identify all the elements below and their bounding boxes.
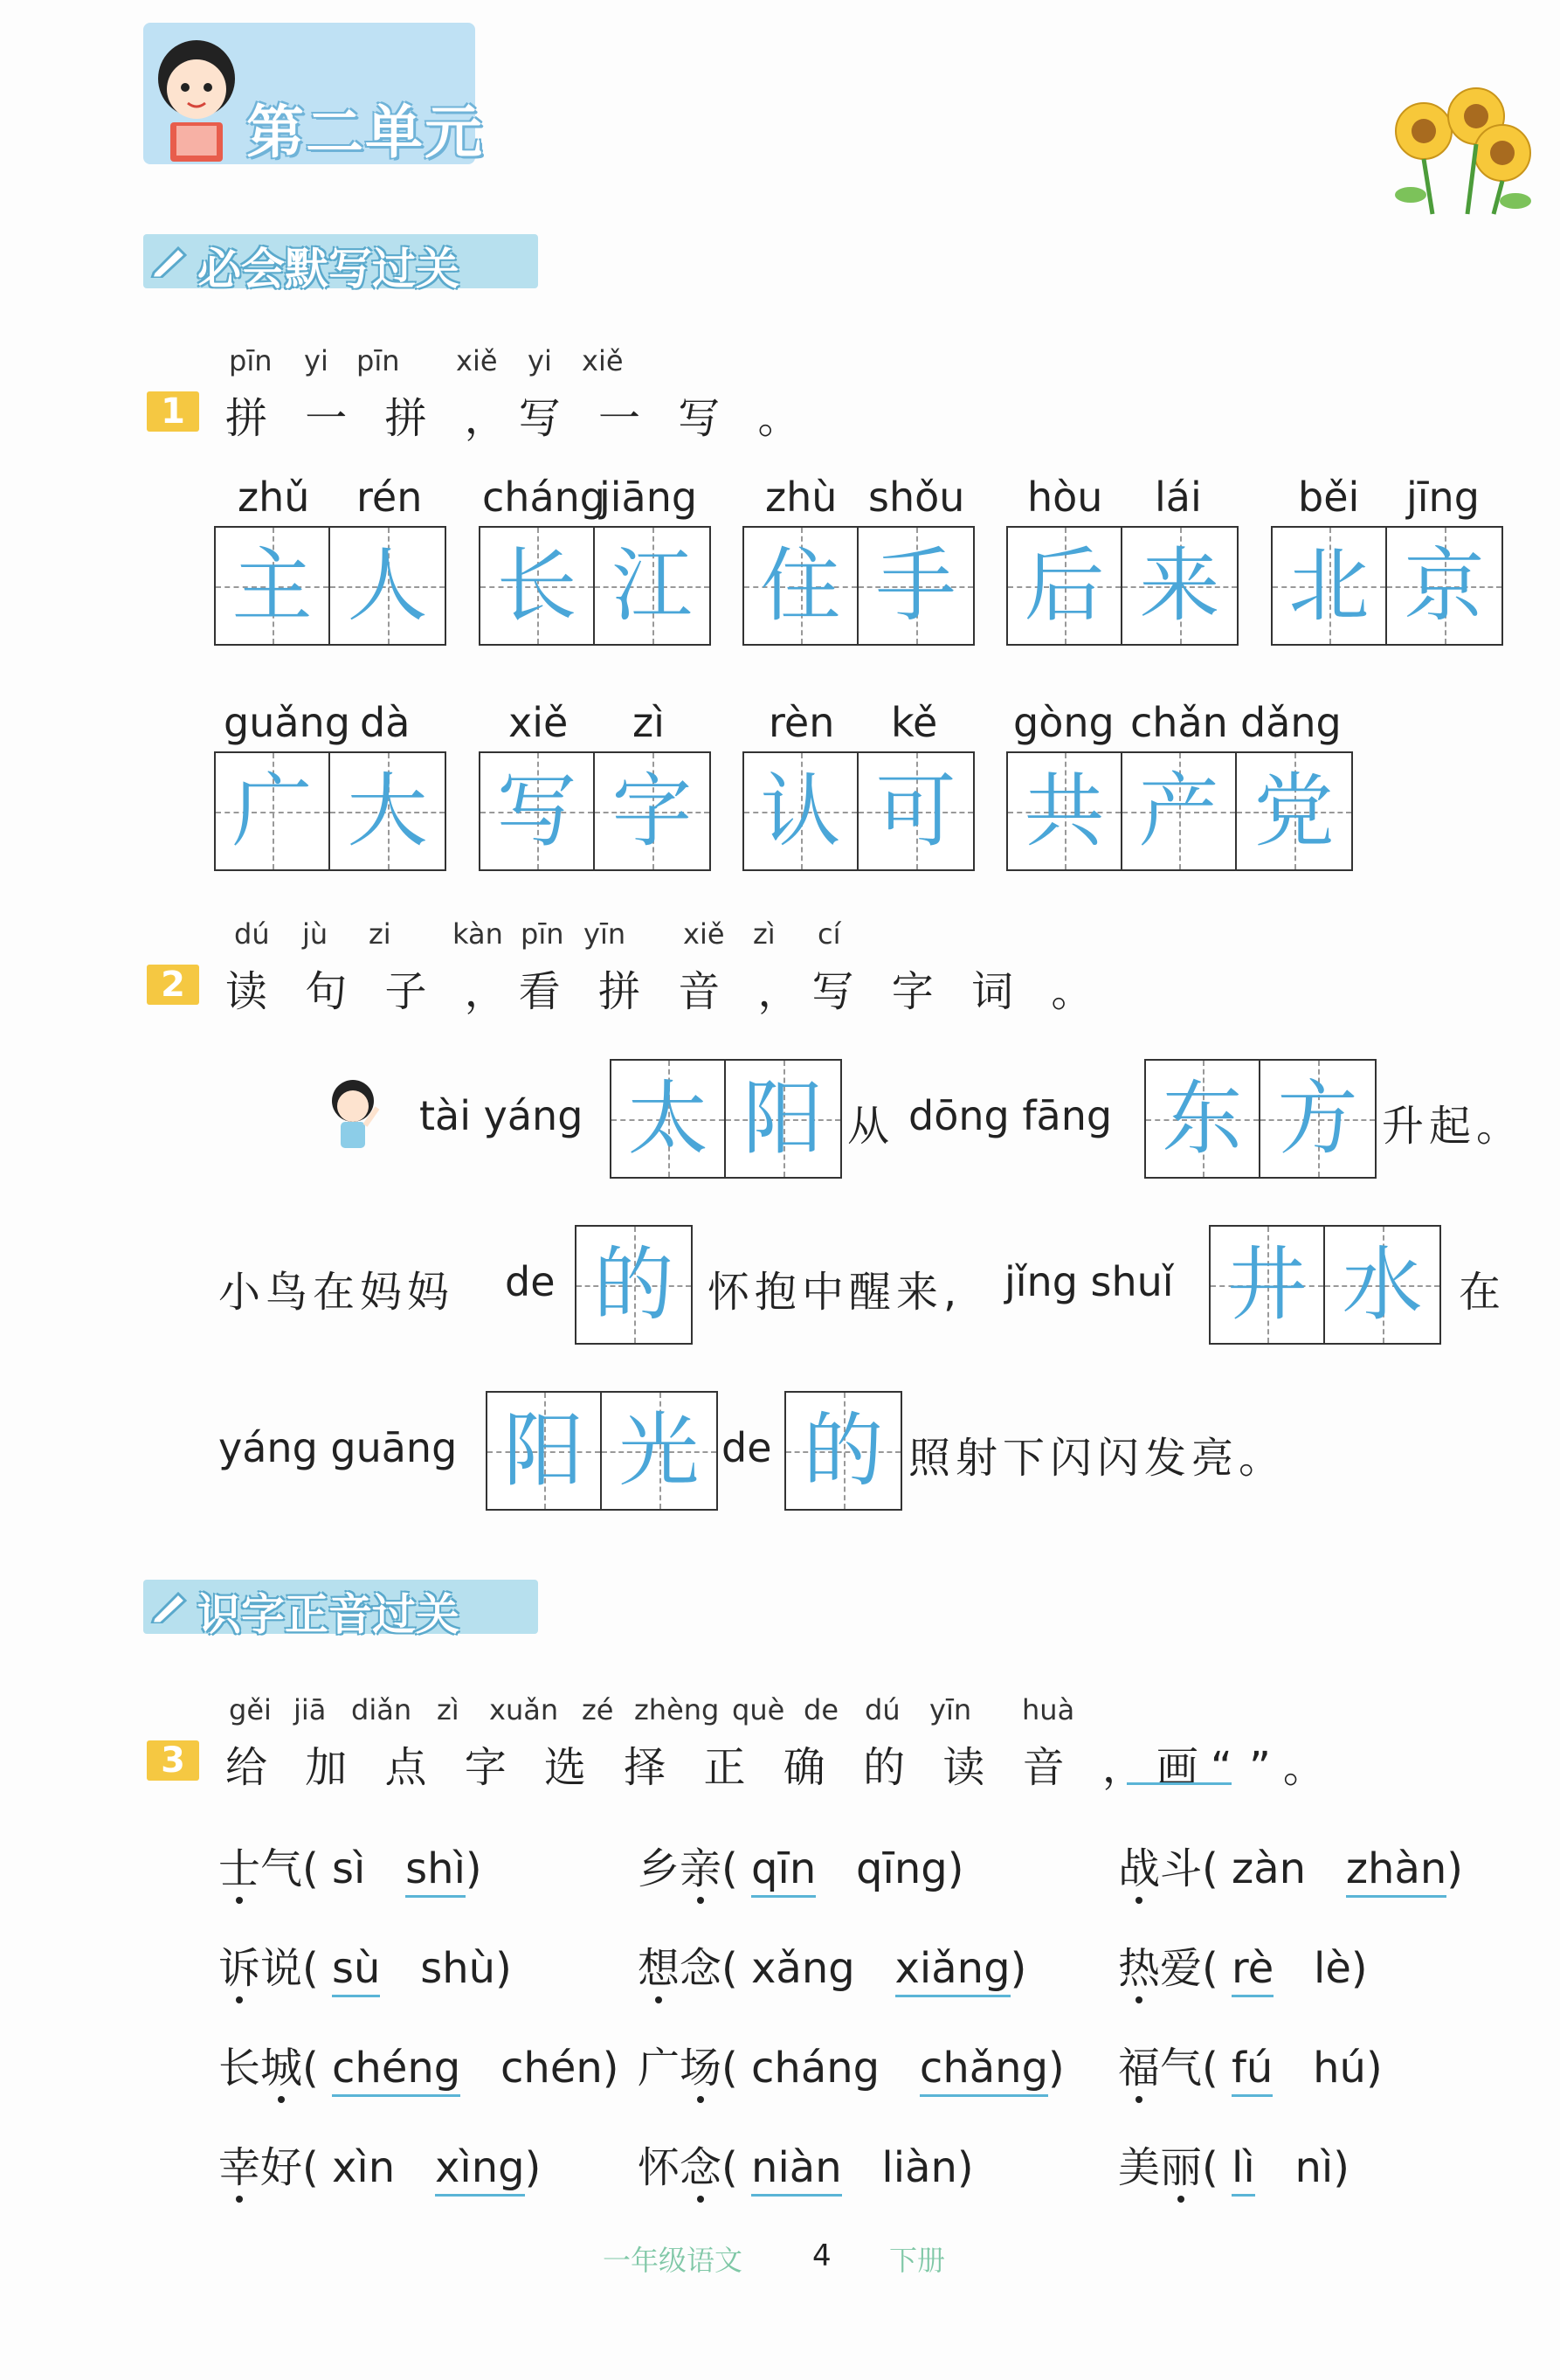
q2-pinyin: zì bbox=[753, 917, 776, 951]
question-number: 2 bbox=[147, 965, 199, 1005]
question-number: 1 bbox=[147, 391, 199, 432]
char-cell: 阳 bbox=[487, 1393, 602, 1509]
sentence-text: 在 bbox=[1459, 1268, 1507, 1317]
q3-pinyin: què bbox=[732, 1693, 785, 1726]
footer-left: 一年级语文 bbox=[603, 2244, 743, 2277]
answer-grid bbox=[610, 1059, 842, 1179]
char-cell: 认 bbox=[744, 753, 859, 869]
option-item: 士气( sì shì) bbox=[218, 1835, 482, 1895]
sentence-pinyin: tài yáng bbox=[419, 1092, 583, 1139]
sentence-text: 照射下闪闪发亮。 bbox=[908, 1434, 1287, 1483]
word-pinyin: dà bbox=[360, 699, 411, 746]
sunflower-icon bbox=[1384, 83, 1537, 218]
word-pinyin: hòu bbox=[1027, 474, 1103, 521]
char-cell: 大 bbox=[330, 753, 445, 869]
char-grid bbox=[479, 751, 711, 871]
char-cell: 字 bbox=[595, 753, 709, 869]
option-item: 乡亲( qīn qīng) bbox=[638, 1835, 963, 1895]
footer-right: 下册 bbox=[889, 2244, 946, 2277]
q3-pinyin: zì bbox=[437, 1693, 459, 1726]
word-pinyin: kě bbox=[891, 699, 938, 746]
char-cell: 长 bbox=[480, 528, 595, 644]
q3-pinyin: dú bbox=[865, 1693, 901, 1726]
section-title: 必会默写过关 bbox=[197, 244, 459, 294]
q2-pinyin: pīn bbox=[521, 917, 564, 951]
answer-grid bbox=[784, 1391, 902, 1511]
q3-pinyin: zé bbox=[582, 1693, 614, 1726]
char-cell: 广 bbox=[216, 753, 330, 869]
char-cell: 产 bbox=[1122, 753, 1237, 869]
char-grid bbox=[479, 526, 711, 646]
option-item: 战斗( zàn zhàn) bbox=[1118, 1835, 1463, 1895]
boy-icon bbox=[325, 1076, 386, 1155]
q1-pinyin-3: pīn bbox=[356, 344, 400, 377]
char-grid bbox=[1006, 751, 1353, 871]
char-cell: 来 bbox=[1122, 528, 1237, 644]
char-cell: 共 bbox=[1008, 753, 1122, 869]
q2-pinyin: jù bbox=[302, 917, 328, 951]
word-pinyin: běi bbox=[1298, 474, 1360, 521]
char-grid bbox=[1271, 526, 1503, 646]
q1-pinyin-1: pīn bbox=[229, 344, 273, 377]
q3-pinyin: jiā bbox=[293, 1693, 327, 1726]
sentence-pinyin: dōng fāng bbox=[908, 1092, 1113, 1139]
option-item: 热爱( rè lè) bbox=[1118, 1934, 1368, 1995]
word-pinyin: rèn bbox=[769, 699, 835, 746]
sentence-pinyin: yáng guāng bbox=[218, 1424, 458, 1471]
char-cell: 后 bbox=[1008, 528, 1122, 644]
question-text-end: ”。 bbox=[1249, 1743, 1337, 1792]
char-cell: 的 bbox=[576, 1227, 691, 1343]
char-cell: 光 bbox=[602, 1393, 716, 1509]
word-pinyin: jiāng bbox=[599, 474, 698, 521]
char-cell: 井 bbox=[1211, 1227, 1325, 1343]
answer-grid bbox=[1144, 1059, 1377, 1179]
option-item: 怀念( niàn liàn) bbox=[638, 2134, 974, 2194]
q3-pinyin: diǎn bbox=[351, 1693, 412, 1726]
option-item: 美丽( lì nì) bbox=[1118, 2134, 1349, 2194]
char-cell: 的 bbox=[786, 1393, 901, 1509]
question-text: 拼 一 拼 ，写 一 写 。 bbox=[225, 394, 812, 443]
char-grid bbox=[742, 526, 975, 646]
sentence-text: 小鸟在妈妈 bbox=[218, 1268, 455, 1317]
answer-grid bbox=[486, 1391, 718, 1511]
word-pinyin: rén bbox=[356, 474, 423, 521]
word-pinyin: shǒu bbox=[868, 474, 965, 521]
q3-pinyin: de bbox=[804, 1693, 839, 1726]
q3-pinyin: xuǎn bbox=[489, 1693, 559, 1726]
char-grid bbox=[742, 751, 975, 871]
unit-title: 第二单元 bbox=[246, 99, 484, 166]
girl-reading-icon bbox=[140, 26, 253, 166]
q1-pinyin-6: xiě bbox=[582, 344, 624, 377]
char-cell: 京 bbox=[1387, 528, 1501, 644]
word-pinyin: guǎng bbox=[224, 699, 350, 746]
q2-pinyin: cí bbox=[818, 917, 841, 951]
word-pinyin: lái bbox=[1155, 474, 1202, 521]
char-cell: 方 bbox=[1260, 1061, 1375, 1177]
word-pinyin: jīng bbox=[1406, 474, 1480, 521]
q1-pinyin-5: yi bbox=[528, 344, 552, 377]
char-cell: 阳 bbox=[726, 1061, 840, 1177]
option-item: 幸好( xìn xìng) bbox=[218, 2134, 541, 2194]
q2-pinyin: yīn bbox=[583, 917, 626, 951]
answer-grid bbox=[1209, 1225, 1441, 1345]
sentence-text: 升起。 bbox=[1382, 1102, 1524, 1151]
sentence-pinyin: de bbox=[505, 1258, 556, 1305]
char-cell: 北 bbox=[1273, 528, 1387, 644]
char-cell: 水 bbox=[1325, 1227, 1439, 1343]
option-item: 长城( chéng chén) bbox=[218, 2034, 619, 2094]
q1-pinyin-2: yi bbox=[304, 344, 328, 377]
option-item: 福气( fú hú) bbox=[1118, 2034, 1383, 2094]
word-pinyin: xiě bbox=[508, 699, 569, 746]
char-cell: 手 bbox=[859, 528, 973, 644]
q3-pinyin: yīn bbox=[929, 1693, 972, 1726]
word-pinyin: zhù bbox=[765, 474, 838, 521]
word-pinyin: zhǔ bbox=[238, 474, 310, 521]
word-pinyin: cháng bbox=[482, 474, 605, 521]
char-cell: 主 bbox=[216, 528, 330, 644]
sentence-text: 从 bbox=[847, 1102, 895, 1151]
char-cell: 写 bbox=[480, 753, 595, 869]
sentence-pinyin: jǐng shuǐ bbox=[1004, 1258, 1174, 1305]
option-item: 诉说( sù shù) bbox=[218, 1934, 512, 1995]
char-cell: 人 bbox=[330, 528, 445, 644]
q1-pinyin-4: xiě bbox=[456, 344, 498, 377]
q2-pinyin: zi bbox=[369, 917, 391, 951]
word-pinyin: gòng bbox=[1013, 699, 1115, 746]
q3-pinyin: gěi bbox=[229, 1693, 272, 1726]
char-cell: 住 bbox=[744, 528, 859, 644]
section-title: 识字正音过关 bbox=[197, 1589, 459, 1640]
page-number: 4 bbox=[812, 2238, 832, 2273]
option-item: 广场( cháng chǎng) bbox=[638, 2034, 1065, 2094]
char-cell: 江 bbox=[595, 528, 709, 644]
q2-pinyin: kàn bbox=[452, 917, 503, 951]
char-grid bbox=[214, 526, 446, 646]
word-pinyin: dǎng bbox=[1240, 699, 1342, 746]
answer-grid bbox=[575, 1225, 693, 1345]
question-text: 读 句 子 ，看 拼 音 ，写 字 词 。 bbox=[225, 967, 1106, 1016]
q3-pinyin: zhèng bbox=[634, 1693, 720, 1726]
q3-pinyin: huà bbox=[1022, 1693, 1075, 1726]
word-pinyin: zì bbox=[632, 699, 665, 746]
char-cell: 可 bbox=[859, 753, 973, 869]
question-number: 3 bbox=[147, 1740, 199, 1781]
q2-pinyin: xiě bbox=[683, 917, 725, 951]
char-cell: 太 bbox=[611, 1061, 726, 1177]
word-pinyin: chǎn bbox=[1130, 699, 1228, 746]
char-grid bbox=[214, 751, 446, 871]
sentence-text: 怀抱中醒来, bbox=[708, 1268, 963, 1317]
answer-underline-sample bbox=[1127, 1782, 1232, 1785]
sentence-pinyin: de bbox=[721, 1424, 772, 1471]
pencil-icon bbox=[147, 243, 190, 278]
char-grid bbox=[1006, 526, 1239, 646]
q2-pinyin: dú bbox=[234, 917, 270, 951]
char-cell: 东 bbox=[1146, 1061, 1260, 1177]
option-item: 想念( xǎng xiǎng) bbox=[638, 1934, 1026, 1995]
question-text: 给 加 点 字 选 择 正 确 的 读 音 ，画“ bbox=[225, 1743, 1245, 1792]
char-cell: 党 bbox=[1237, 753, 1351, 869]
pencil-icon bbox=[147, 1588, 190, 1623]
